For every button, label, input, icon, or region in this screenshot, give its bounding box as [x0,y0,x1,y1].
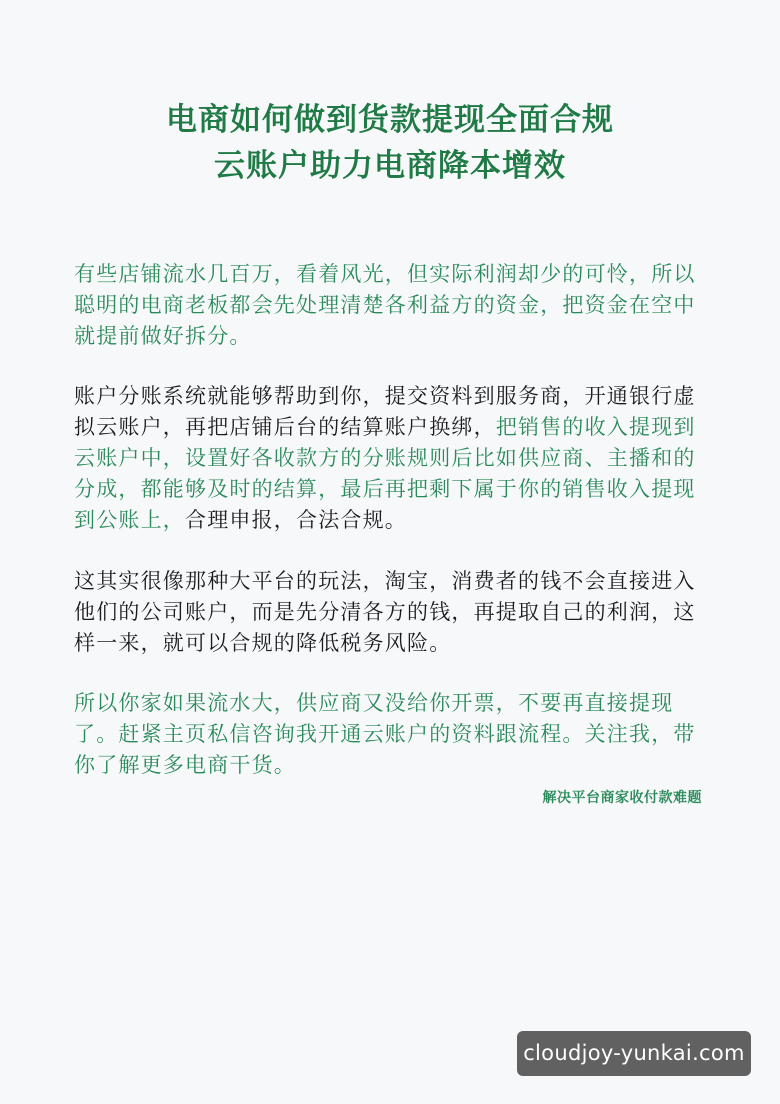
paragraph-2-part-c: 合理申报，合法合规。 [185,508,407,532]
tagline: 解决平台商家收付款难题 [542,790,702,806]
page-title-line2: 云账户助力电商降本增效 [214,148,566,184]
paragraph-2-part-a: 账户分账系统就能够帮助到你，提交资料到服务商，开通银行虚拟云账户，再把店铺后台的结算账户换绑， [74,384,696,439]
paragraph-2 [74,381,710,536]
paragraph-2-part-b: 把销售的收入提现到云账户中，设置好各收款方的分账规则后比如供应商、主播和的分成，都能够及时的结算，最后再把剩下属于你的销售收入提现到公账上， [74,415,696,532]
paragraph-3: 这其实很像那种大平台的玩法，淘宝，消费者的钱不会直接进入他们的公司账户，而是先分清各方的钱，再提取自己的利润，这样一来，就可以合规的降低税务风险。 [74,569,696,655]
paragraph-1: 有些店铺流水几百万，看着风光，但实际利润却少的可怜，所以聪明的电商老板都会先处理清楚各利益方的资金，把资金在空中就提前做好拆分。 [74,262,696,348]
watermark-badge: cloudjoy-yunkai.com [517,1031,751,1076]
paragraph-4: 所以你家如果流水大，供应商又没给你开票，不要再直接提现了。赶紧主页私信咨询我开通云账户的资料跟流程。关注我，带你了解更多电商干货。 [74,691,696,777]
page-title-line1: 电商如何做到货款提现全面合规 [166,102,614,138]
